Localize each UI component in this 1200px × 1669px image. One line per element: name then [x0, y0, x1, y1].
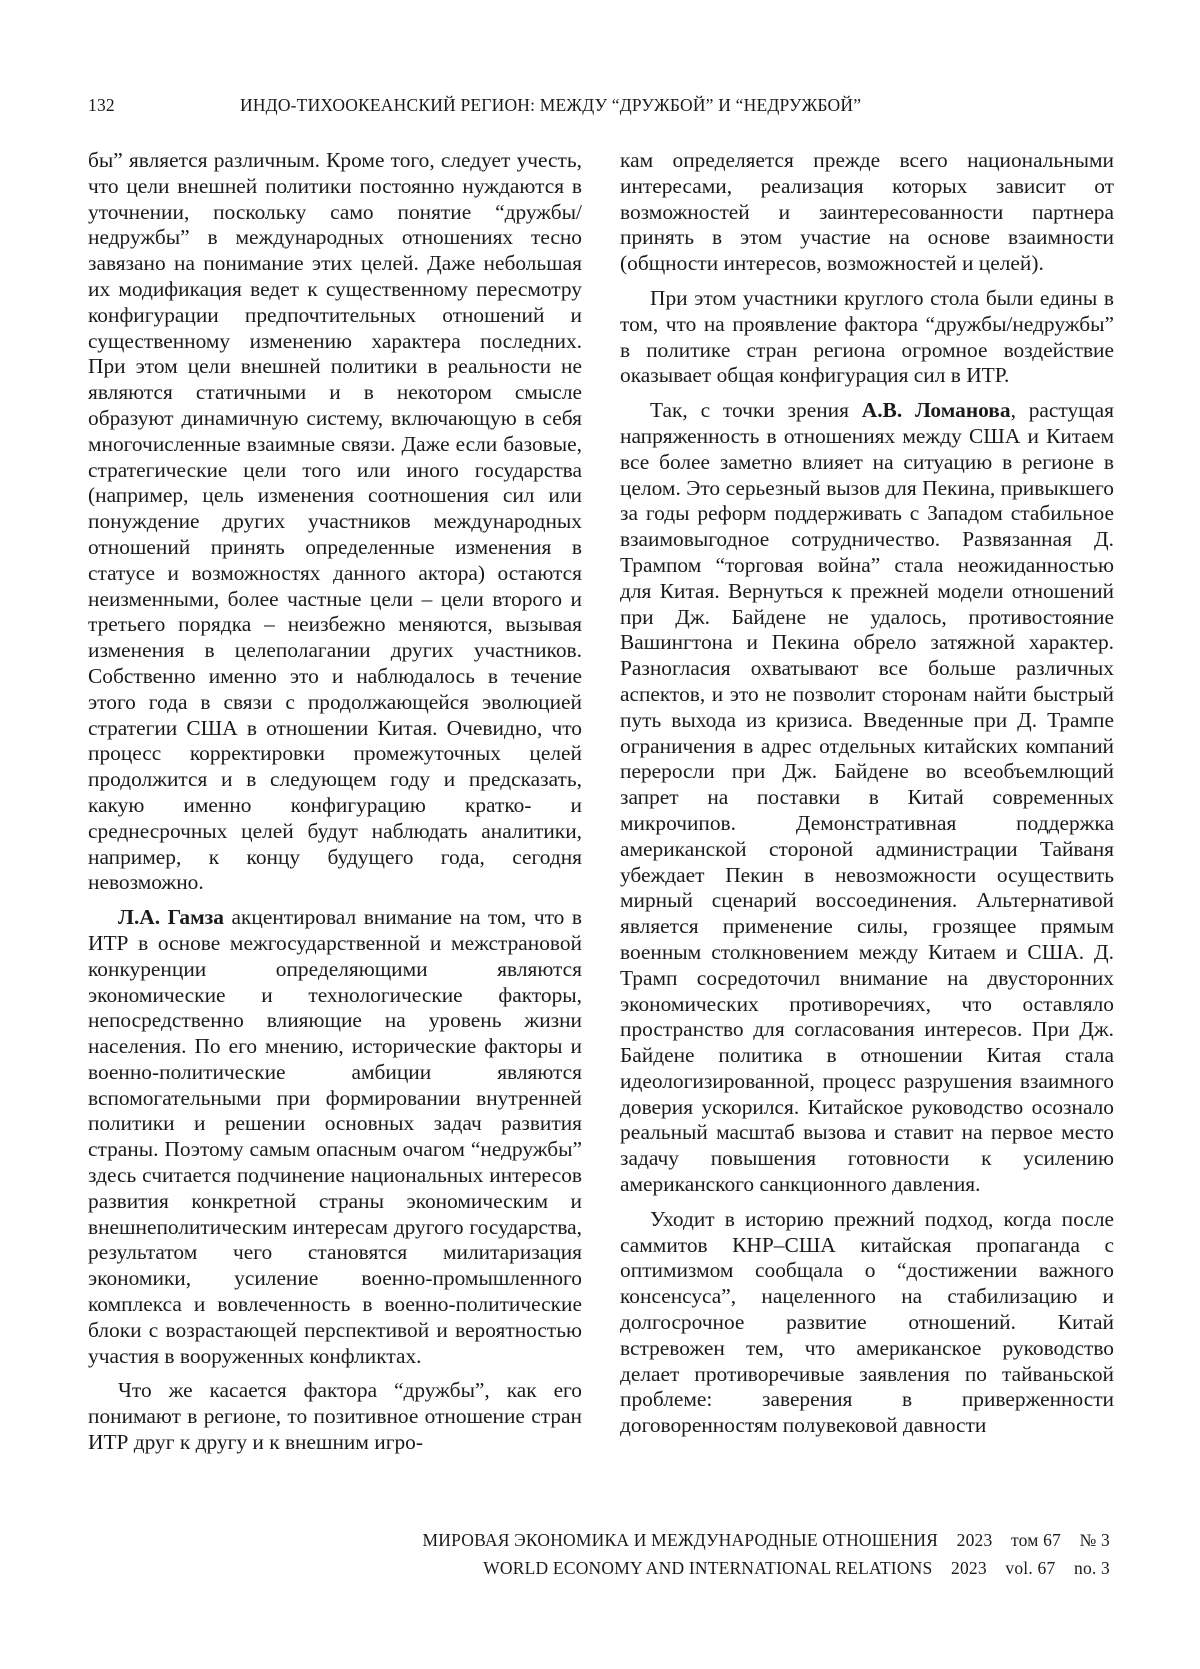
- paragraph: Уходит в историю прежний подход, когда после саммитов КНР–США китайская пропаганда с оптимизмом сообщала о “достижении важного консенсуса”, нацеленного на стабилизацию и долгосрочное развитие отношений. Китай встревожен тем, что американское руководство делает противоречивые заявления по тайваньской проблеме: заверения в приверженности договоренностям полувековой давности: [620, 1206, 1114, 1438]
- journal-issue-ru: № 3: [1079, 1530, 1110, 1550]
- running-title: ИНДО-ТИХООКЕАНСКИЙ РЕГИОН: МЕЖДУ “ДРУЖБОЙ” И “НЕДРУЖБОЙ”: [240, 95, 862, 115]
- journal-year-ru: 2023: [956, 1530, 993, 1550]
- right-column: [620, 148, 1114, 1448]
- paragraph: бы” является различным. Кроме того, следует учесть, что цели внешней политики постоянно нуждаются в уточнении, поскольку само понятие “дружбы/недружбы” в международных отношениях тесно завязано на понимание этих целей. Даже небольшая их модификация ведет к существенному пересмотру конфигурации предпочтительных отношений и существенному изменению характера последних. При этом цели внешней политики в реальности не являются статичными и в некотором смысле образуют динамичную систему, включающую в себя многочисленные взаимные связи. Даже если базовые, стратегические цели того или иного государства (например, цель изменения соотношения сил или понуждение других участников международных отношений принять определенные изменения в статусе и возможностях данного актора) остаются неизменными, более частные цели – цели второго и третьего порядка – неизбежно меняются, вызывая изменения в целеполагании других участников. Собственно именно это и наблюдалось в течение этого года в связи с продолжающейся эволюцией стратегии США в отношении Китая. Очевидно, что процесс корректировки промежуточных целей продолжится и в следующем году и предсказать, какую именно конфигурацию кратко- и среднесрочных целей будут наблюдать аналитики, например, к концу будущего года, сегодня невозможно.: [88, 148, 582, 895]
- footer-journal-en: [210, 1558, 1110, 1579]
- paragraph: Что же касается фактора “дружбы”, как его понимают в регионе, то позитивное отношение стран ИТР друг к другу и к внешним игро-: [88, 1378, 582, 1455]
- speaker-name: Л.А. Гамза: [118, 905, 224, 930]
- journal-issue-en: no. 3: [1074, 1558, 1110, 1578]
- journal-volume-en: vol. 67: [1005, 1558, 1056, 1578]
- paragraph: При этом участники круглого стола были едины в том, что на проявление фактора “дружбы/недружбы” в политике стран региона огромное воздействие оказывает общая конфигурация сил в ИТР.: [620, 285, 1114, 388]
- journal-title-en: WORLD ECONOMY AND INTERNATIONAL RELATIONS: [483, 1558, 933, 1578]
- footer-journal-ru: [210, 1530, 1110, 1551]
- running-header: [88, 95, 1110, 121]
- journal-year-en: 2023: [951, 1558, 987, 1578]
- paragraph: [620, 398, 1114, 1198]
- journal-title-ru: МИРОВАЯ ЭКОНОМИКА И МЕЖДУНАРОДНЫЕ ОТНОШЕНИЯ: [422, 1530, 939, 1550]
- article-body: [88, 148, 1113, 1508]
- paragraph-text: Так, с точки зрения: [650, 398, 862, 423]
- paragraph: [88, 905, 582, 1369]
- paragraph-text: , растущая напряженность в отношениях между США и Китаем все более заметно влияет на ситуацию в регионе в целом. Это серьезный вызов для Пекина, привыкшего за годы реформ поддерживать с Западом стабильное взаимовыгодное сотрудничество. Развязанная Д. Трампом “торговая война” стала неожиданностью для Китая. Вернуться к прежней модели отношений при Дж. Байдене не удалось, противостояние Вашингтона и Пекина обрело затяжной характер. Разногласия охватывают все больше различных аспектов, и это не позволит сторонам найти быстрый путь выхода из кризиса. Введенные при Д. Трампе ограничения в адрес отдельных китайских компаний переросли при Дж. Байдене во всеобъемлющий запрет на поставки в Китай современных микрочипов. Демонстративная поддержка американской стороной администрации Тайваня убеждает Пекин в невозможности осуществить мирный сценарий воссоединения. Альтернативой является применение силы, грозящее прямым военным столкновением между Китаем и США. Д. Трамп сосредоточил внимание на двусторонних экономических противоречиях, что оставляло пространство для согласования интересов. При Дж. Байдене политика в отношении Китая стала идеологизированной, процесс разрушения взаимного доверия ускорился. Китайское руководство осознало реальный масштаб вызова и ставит на первое место задачу повышения готовности к усилению американского санкционного давления.: [620, 398, 1114, 1197]
- journal-volume-ru: том 67: [1011, 1530, 1061, 1550]
- paragraph-text: акцентировал внимание на том, что в ИТР в основе межгосударственной и межстрановой конкуренции определяющими являются экономические и технологические факторы, непосредственно влияющие на уровень жизни населения. По его мнению, исторические факторы и военно-политические амбиции являются вспомогательными при формировании внутренней политики и решении основных задач развития страны. Поэтому самым опасным очагом “недружбы” здесь считается подчинение национальных интересов развития конкретной страны экономическим и внешнеполитическим интересам другого государства, результатом чего становятся милитаризация экономики, усиление военно-промышленного комплекса и вовлеченность в военно-политические блоки с возрастающей перспективой и вероятностью участия в вооруженных конфликтах.: [88, 905, 582, 1368]
- paragraph: кам определяется прежде всего национальными интересами, реализация которых зависит от возможностей и заинтересованности партнера принять в этом участие на основе взаимности (общности интересов, возможностей и целей).: [620, 148, 1114, 276]
- left-column: [88, 148, 582, 1465]
- speaker-name: А.В. Ломанова: [861, 398, 1011, 423]
- page-number: 132: [88, 95, 115, 115]
